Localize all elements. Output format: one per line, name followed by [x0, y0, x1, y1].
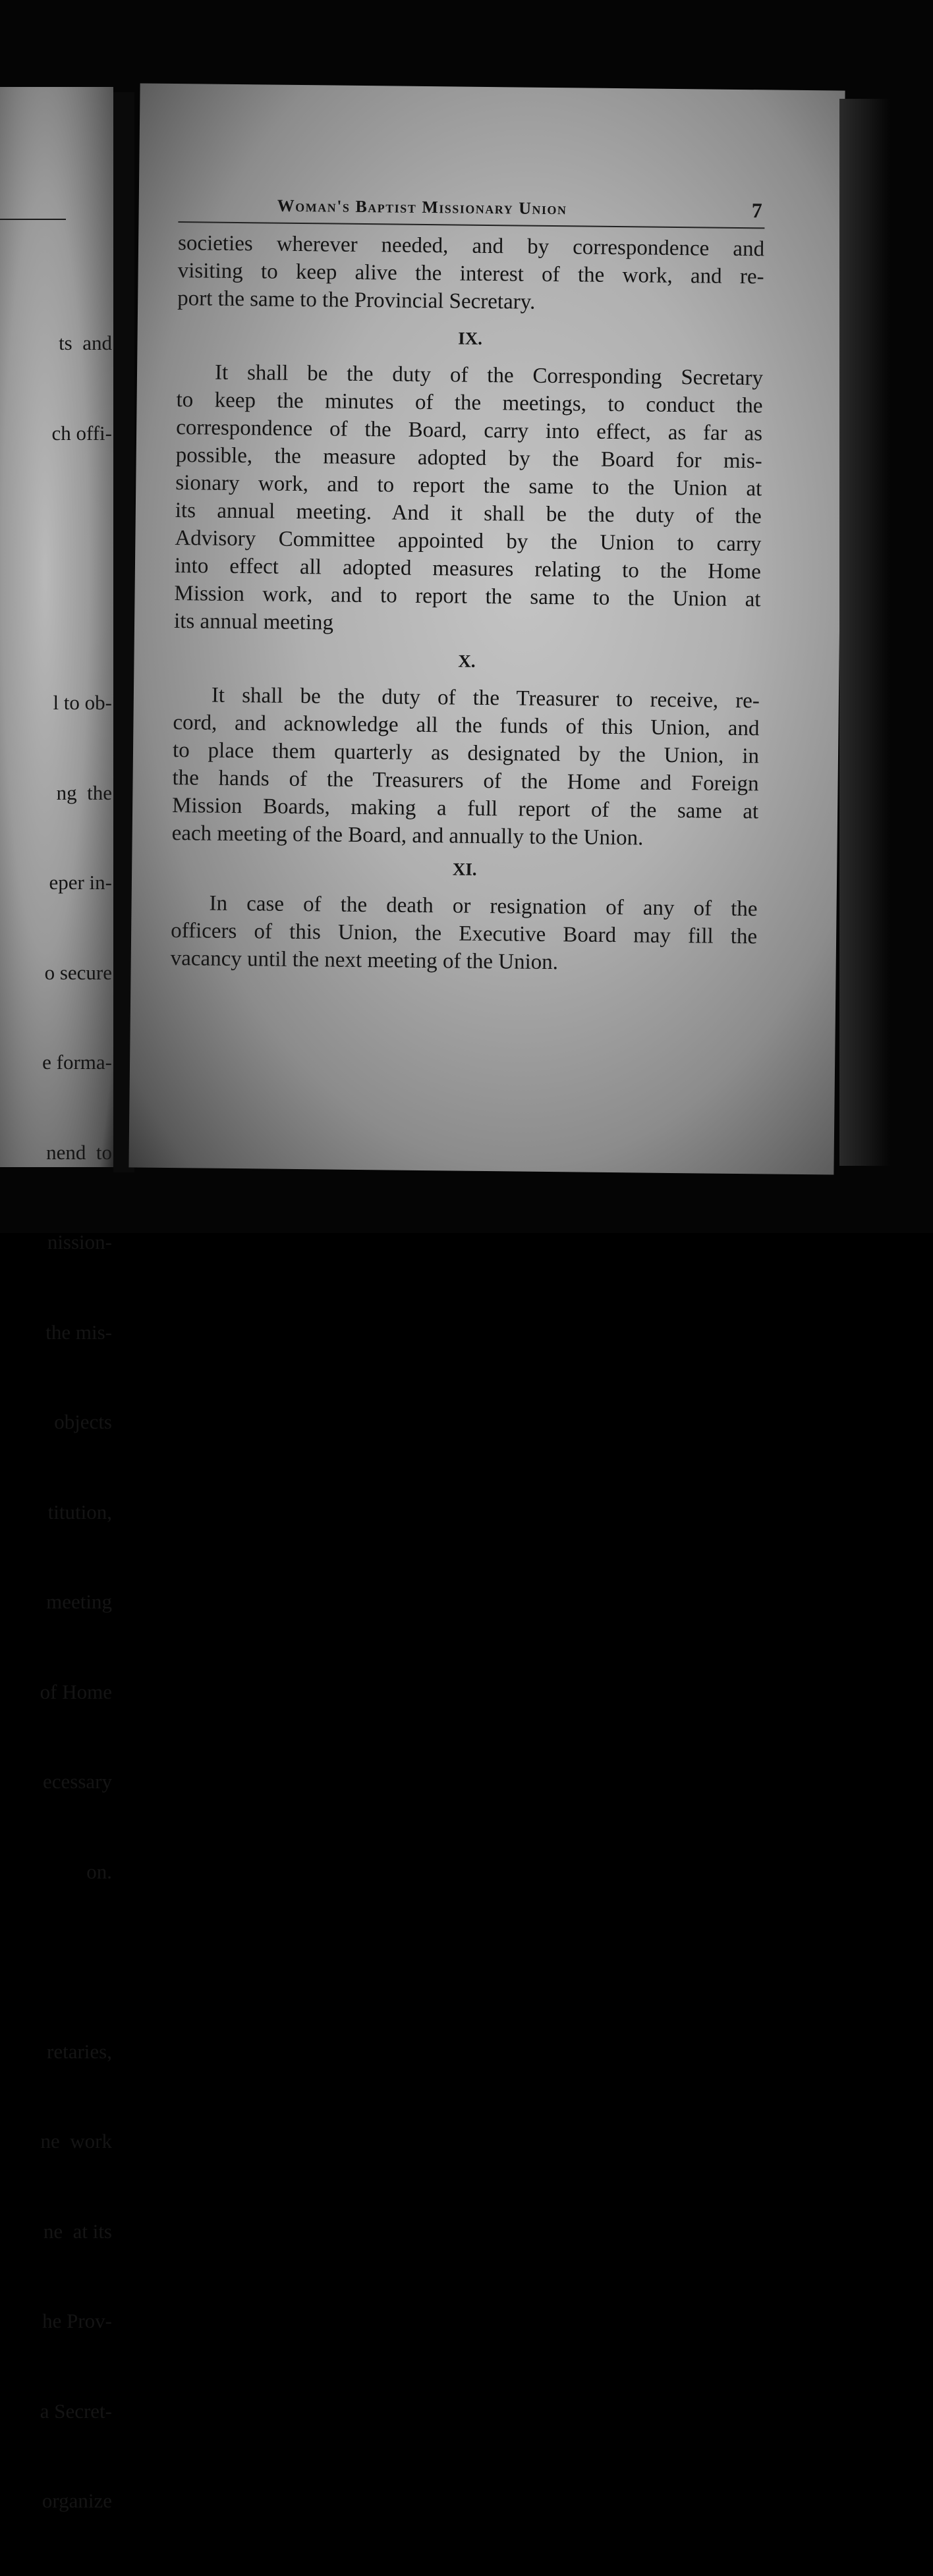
- text-line: societies wherever needed, and by correspondence and: [177, 231, 765, 261]
- left-fragment: [13, 508, 112, 538]
- text-line: to place them quarterly as designated by the Union, in: [172, 738, 760, 769]
- text-line: In case of the death or resignation of any of the: [209, 891, 758, 921]
- text-line: vacancy until the next meeting of the Union.: [170, 946, 559, 975]
- left-page-rule: [0, 219, 66, 220]
- left-fragment: meeting: [46, 1590, 112, 1613]
- left-page-text: [13, 268, 112, 2576]
- text-line: Advisory Committee appointed by the Union to carry: [175, 526, 762, 557]
- text-line: cord, and acknowledge all the funds of this Union, and: [173, 711, 760, 741]
- left-fragment: [13, 598, 112, 628]
- text-line: into effect all adopted measures relating to the Home: [174, 554, 762, 584]
- left-fragment: ne work: [40, 2129, 112, 2152]
- section-xi-paragraph: [171, 889, 758, 978]
- left-page: [0, 87, 113, 2512]
- left-fragment: nend to: [46, 1140, 112, 1164]
- text-line: the hands of the Treasurers of the Home and Foreign: [172, 766, 759, 796]
- text-line: Mission work, and to report the same to the Union at: [174, 582, 761, 612]
- section-x-paragraph: [172, 681, 760, 853]
- running-head: [178, 192, 764, 229]
- left-fragment: titution,: [47, 1500, 112, 1523]
- left-fragment: the mis-: [45, 1320, 112, 1344]
- text-line: visiting to keep alive the interest of the work, and re-: [177, 259, 764, 289]
- left-fragment: l to ob-: [53, 691, 112, 714]
- text-line: It shall be the duty of the Corresponding Secretary: [214, 360, 764, 391]
- intro-paragraph: [177, 229, 764, 318]
- left-fragment: he Prov-: [42, 2309, 112, 2332]
- section-number-ix: IX.: [458, 328, 483, 348]
- text-line: officers of this Union, the Executive Board may fill the: [170, 919, 758, 949]
- page-content: [171, 192, 765, 978]
- text-line: sionary work, and to report the same to the Union at: [175, 471, 762, 501]
- left-fragment: of Home: [40, 1680, 112, 1703]
- left-fragment: e forma-: [42, 1051, 112, 1074]
- left-fragment: ts and: [59, 331, 112, 354]
- left-fragment: retaries,: [47, 2039, 112, 2063]
- text-line: correspondence of the Board, carry into effect, as far as: [175, 416, 763, 446]
- running-title: Woman's Baptist Missionary Union: [277, 196, 567, 219]
- text-line: each meeting of the Board, and annually to the Union.: [171, 821, 644, 850]
- section-number-x: X.: [458, 651, 476, 671]
- left-fragment: ch offi-: [51, 421, 112, 445]
- text-line: It shall be the duty of the Treasurer to receive, re-: [211, 683, 760, 713]
- left-fragment: on.: [86, 1859, 112, 1883]
- left-fragment: eper in-: [49, 871, 112, 894]
- text-line: its annual meeting: [173, 609, 334, 635]
- section-number-xi: XI.: [452, 859, 477, 879]
- left-fragment: ecessary: [43, 1770, 112, 1793]
- text-line: possible, the measure adopted by the Board for mis-: [175, 443, 762, 474]
- text-line: Mission Boards, making a full report of the same at: [171, 794, 759, 824]
- left-fragment: objects: [49, 1410, 112, 1433]
- text-line: its annual meeting. And it shall be the duty of the: [175, 499, 762, 529]
- left-fragment: a Secret-: [40, 2399, 112, 2423]
- page-number: 7: [751, 198, 762, 223]
- right-page: [128, 83, 845, 1174]
- text-line: port the same to the Provincial Secretary.: [177, 287, 536, 314]
- left-fragment: nission-: [47, 1230, 112, 1253]
- text-line: to keep the minutes of the meetings, to conduct the: [176, 388, 763, 418]
- section-ix-paragraph: [174, 358, 763, 641]
- left-fragment: organize: [42, 2489, 112, 2512]
- left-fragment: o secure: [44, 960, 112, 984]
- left-fragment: ne at its: [43, 2219, 112, 2243]
- left-fragment: [13, 1946, 112, 1977]
- left-fragment: ng the: [56, 781, 112, 804]
- page-stack-edge: [839, 99, 890, 1166]
